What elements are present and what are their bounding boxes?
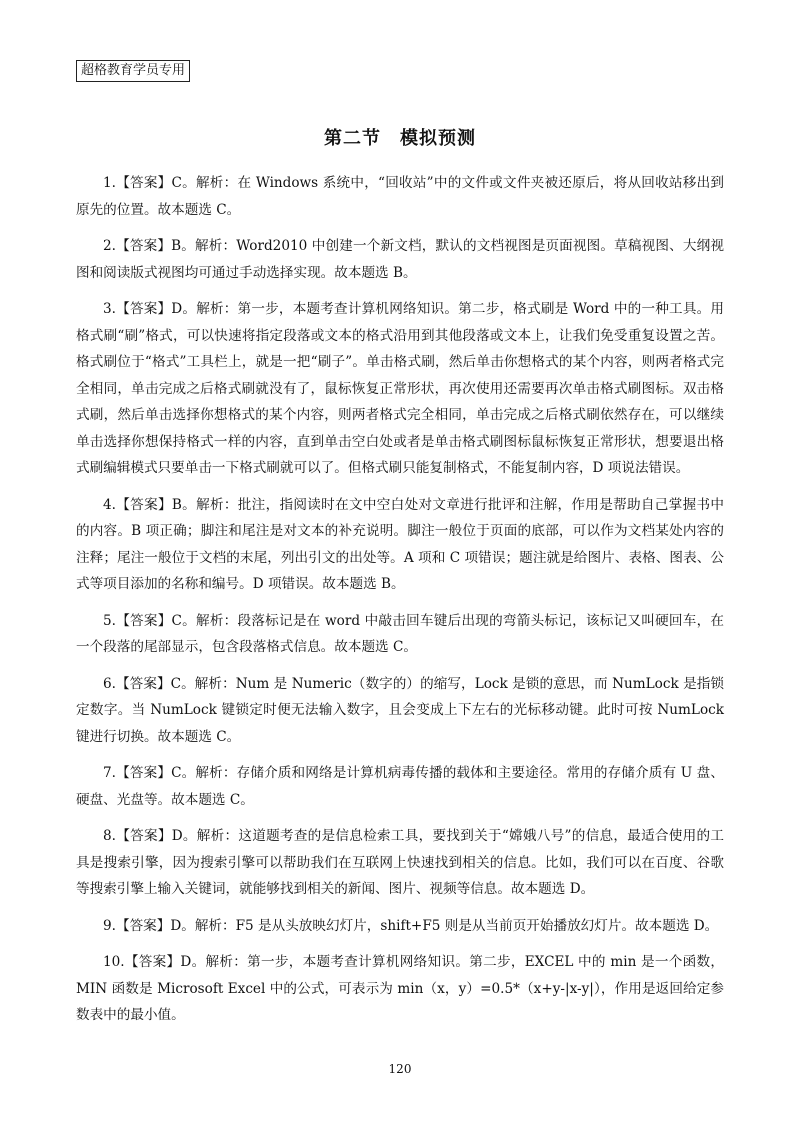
- answer-4: 4.【答案】B。解析：批注，指阅读时在文中空白处对文章进行批评和注解，作用是帮助自己掌握书中的内容。B 项正确；脚注和尾注是对文本的补充说明。脚注一般位于页面的底部，可以作为文档某处内容的注释；尾注一般位于文档的末尾，列出引文的出处等。A 项和 C 项错误；题注就是给图片、表格、图表、公式等项目添加的名称和编号。D 项错误。故本题选 B。: [76, 496, 724, 592]
- answer-8: 8.【答案】D。解析：这道题考查的是信息检索工具，要找到关于“嫦娥八号”的信息，最适合使用的工具是搜索引擎，因为搜索引擎可以帮助我们在互联网上快速找到相关的信息。比如，我们可以在百度、谷歌等搜索引擎上输入关键词，就能够找到相关的新闻、图片、视频等信息。故本题选 D。: [76, 828, 724, 897]
- answer-3: 3.【答案】D。解析：第一步，本题考查计算机网络知识。第二步，格式刷是 Word 中的一种工具。用格式刷“刷”格式，可以快速将指定段落或文本的格式沿用到其他段落或文本上，让我们免受重复设置之苦。格式刷位于“格式”工具栏上，就是一把“刷子”。单击格式刷，然后单击你想格式的某个内容，则两者格式完全相同，单击完成之后格式刷就没有了，鼠标恢复正常形状，再次使用还需要再次单击格式刷图标。双击格式刷，然后单击选择你想格式的某个内容，则两者格式完全相同，单击完成之后格式刷依然存在，可以继续单击选择你想保持格式一样的内容，直到单击空白处或者是单击格式刷图标鼠标恢复正常形状，想要退出格式刷编辑模式只要单击一下格式刷就可以了。但格式刷只能复制格式，不能复制内容，D 项说法错误。: [76, 301, 724, 476]
- answer-1: 1.【答案】C。解析：在 Windows 系统中，“回收站”中的文件或文件夹被还原后，将从回收站移出到原先的位置。故本题选 C。: [76, 175, 724, 218]
- section-title: 第二节 模拟预测: [324, 128, 476, 149]
- page-number: 120: [388, 1062, 412, 1076]
- answer-7: 7.【答案】C。解析：存储介质和网络是计算机病毒传播的载体和主要途径。常用的存储介质有 U 盘、硬盘、光盘等。故本题选 C。: [76, 765, 724, 808]
- answer-2: 2.【答案】B。解析：Word2010 中创建一个新文档，默认的文档视图是页面视图。草稿视图、大纲视图和阅读版式视图均可通过手动选择实现。故本题选 B。: [76, 238, 724, 281]
- answer-9: 9.【答案】D。解析：F5 是从头放映幻灯片，shift+F5 则是从当前页开始播放幻灯片。故本题选 D。: [103, 917, 719, 934]
- answer-5: 5.【答案】C。解析：段落标记是在 word 中敲击回车键后出现的弯箭头标记，该标记又叫硬回车，在一个段落的尾部显示，包含段落格式信息。故本题选 C。: [76, 612, 724, 655]
- answer-6: 6.【答案】C。解析：Num 是 Numeric（数字的）的缩写，Lock 是锁的意思，而 NumLock 是指锁定数字。当 NumLock 键锁定时便无法输入数字，且会变成上下左右的光标移动键。此时可按 NumLock 键进行切换。故本题选 C。: [76, 675, 724, 745]
- header-tag: 超格教育学员专用: [76, 60, 190, 82]
- answer-list: [76, 170, 724, 1039]
- answer-10: 10.【答案】D。解析：第一步，本题考查计算机网络知识。第二步，EXCEL 中的 min 是一个函数，MIN 函数是 Microsoft Excel 中的公式，可表示为 min（x，y）=0.5*（x+y-|x-y|），作用是返回给定参数表中的最小值。: [76, 954, 724, 1023]
